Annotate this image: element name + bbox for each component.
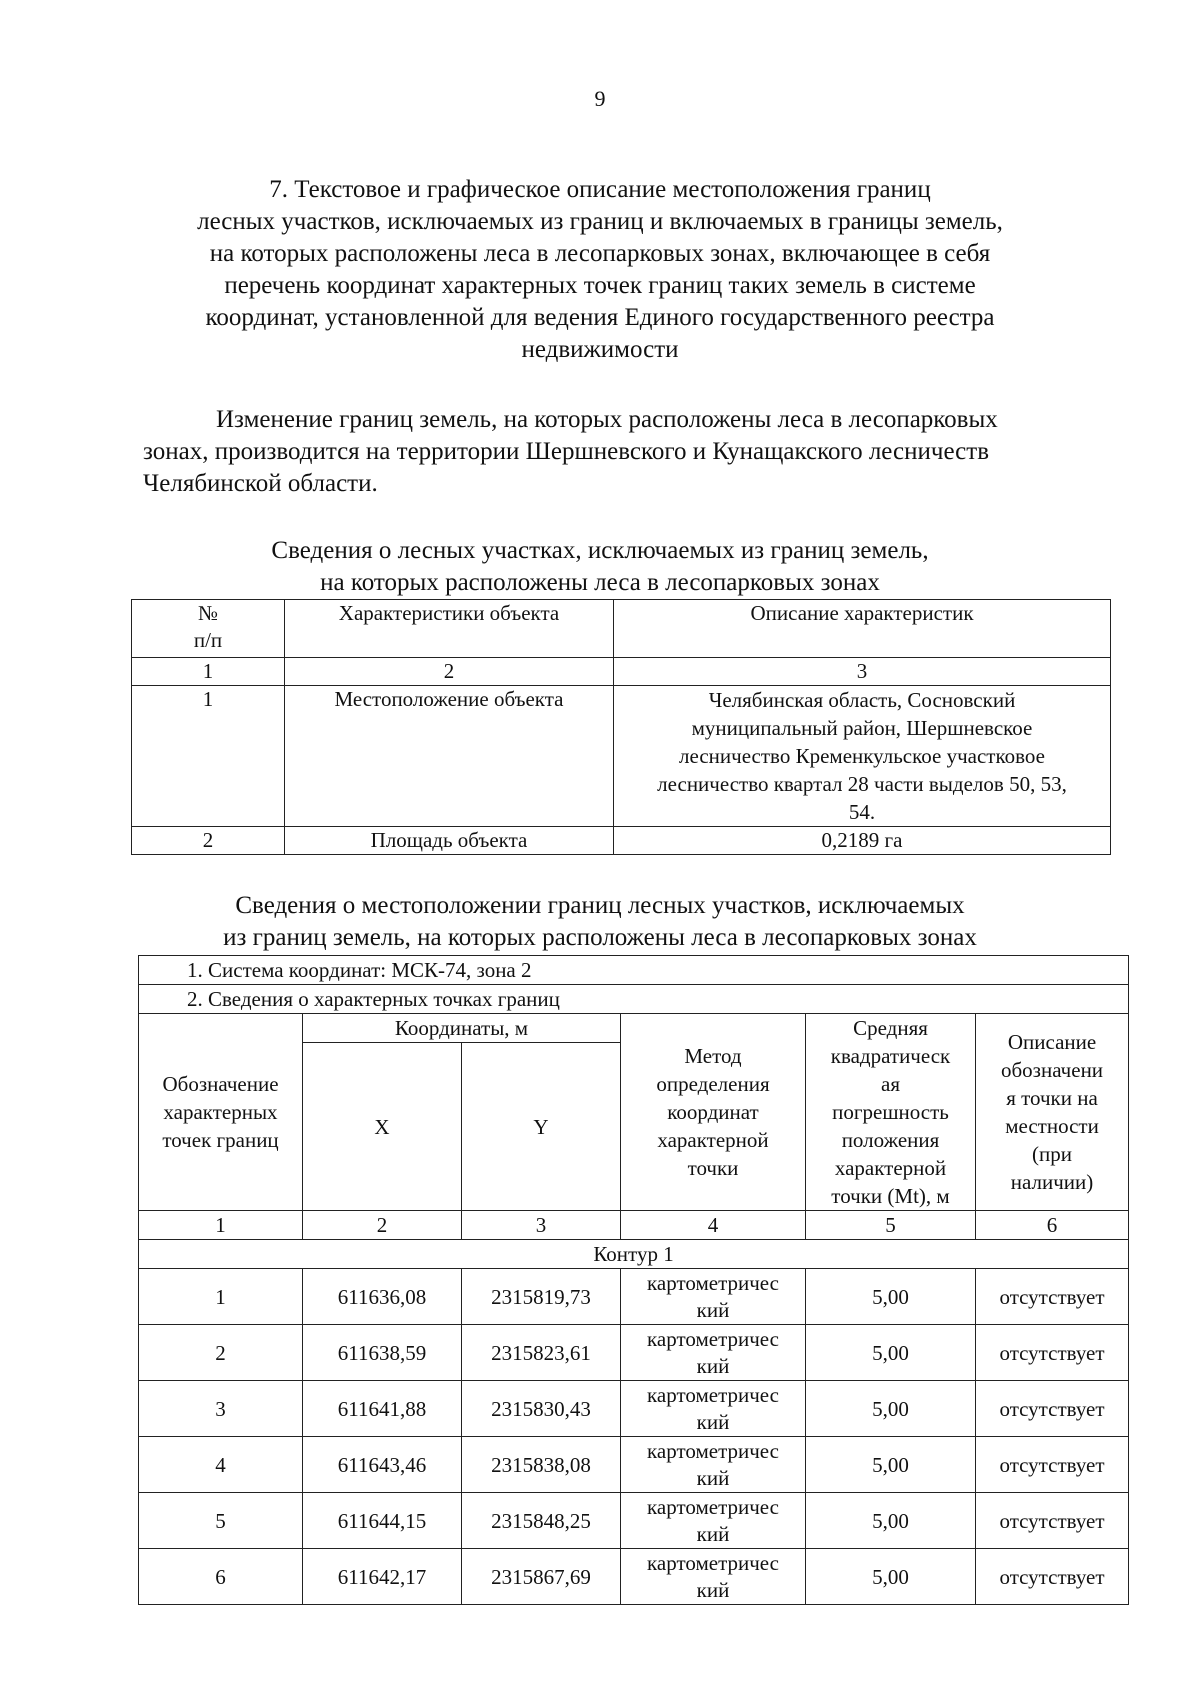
value-line: лесничество Кременкульское участковое: [679, 744, 1045, 768]
header-line: точек границ: [162, 1128, 279, 1152]
description-value: отсутствует: [976, 1381, 1129, 1437]
y-value: 2315819,73: [462, 1269, 621, 1325]
row-number: 1: [132, 686, 285, 827]
description-value: отсутствует: [976, 1549, 1129, 1605]
table-row: [139, 1437, 1129, 1493]
column-number: 1: [139, 1211, 303, 1240]
intro-line: Челябинской области.: [143, 470, 378, 497]
heading-line: координат, установленной для ведения Единого государственного реестра: [205, 304, 995, 331]
characteristic-value: [614, 686, 1111, 827]
error-value: 5,00: [806, 1549, 976, 1605]
header-line: положения: [841, 1128, 940, 1152]
error-value: 5,00: [806, 1325, 976, 1381]
page-number: 9: [594, 86, 606, 111]
header-line: координат: [667, 1100, 759, 1124]
header-line: Метод: [684, 1044, 742, 1068]
value-line: 54.: [848, 800, 876, 824]
method-line: картометричес: [647, 1494, 779, 1519]
y-value: 2315823,61: [462, 1325, 621, 1381]
header-line: наличии): [1010, 1170, 1094, 1194]
method-value: [621, 1549, 806, 1605]
method-value: [621, 1381, 806, 1437]
intro-paragraph: [143, 404, 1125, 500]
heading-line: на которых расположены леса в лесопарковых зонах, включающее в себя: [209, 240, 991, 267]
caption-line: Сведения о местоположении границ лесных участков, исключаемых: [235, 892, 965, 919]
description-value: отсутствует: [976, 1269, 1129, 1325]
method-line: кий: [696, 1577, 730, 1602]
method-line: кий: [696, 1297, 730, 1322]
points-title: 2. Сведения о характерных точках границ: [139, 985, 1129, 1014]
table-row: [132, 827, 1111, 855]
header-line: точки (Mt), м: [831, 1184, 950, 1208]
table-row: [139, 1493, 1129, 1549]
characteristic-name: Площадь объекта: [285, 827, 614, 855]
description-value: отсутствует: [976, 1437, 1129, 1493]
y-header: Y: [462, 1043, 621, 1211]
plot-info-table: [131, 599, 1111, 855]
header-cell: № п/п: [132, 600, 285, 658]
characteristic-value: 0,2189 га: [614, 827, 1111, 855]
x-value: 611641,88: [303, 1381, 462, 1437]
caption-line: на которых расположены леса в лесопарковых зонах: [320, 569, 880, 596]
column-number: 3: [614, 658, 1111, 686]
method-line: кий: [696, 1353, 730, 1378]
y-value: 2315838,08: [462, 1437, 621, 1493]
point-number: 6: [139, 1549, 303, 1605]
header-line: (при: [1032, 1142, 1073, 1166]
x-value: 611636,08: [303, 1269, 462, 1325]
header-line: характерной: [657, 1128, 769, 1152]
method-line: кий: [696, 1521, 730, 1546]
header-line: точки: [687, 1156, 739, 1180]
description-header: [976, 1014, 1129, 1211]
x-value: 611644,15: [303, 1493, 462, 1549]
column-number: 3: [462, 1211, 621, 1240]
row-number: 2: [132, 827, 285, 855]
y-value: 2315848,25: [462, 1493, 621, 1549]
header-line: погрешность: [832, 1100, 949, 1124]
table-row: [139, 1381, 1129, 1437]
column-number: 2: [303, 1211, 462, 1240]
column-number: 5: [806, 1211, 976, 1240]
method-value: [621, 1269, 806, 1325]
table2-caption: [150, 890, 1050, 954]
boundary-points-table: [138, 955, 1129, 1605]
column-number: 6: [976, 1211, 1129, 1240]
header-line: обозначени: [1000, 1058, 1104, 1082]
coordinate-system: 1. Система координат: МСК-74, зона 2: [139, 956, 1129, 985]
error-value: 5,00: [806, 1269, 976, 1325]
intro-line: Изменение границ земель, на которых расположены леса в лесопарковых: [216, 406, 998, 433]
designation-header: [139, 1014, 303, 1211]
table-row: [139, 1549, 1129, 1605]
error-value: 5,00: [806, 1437, 976, 1493]
error-header: [806, 1014, 976, 1211]
header-line: характерной: [834, 1156, 947, 1180]
header-cell: Характеристики объекта: [285, 600, 614, 658]
header-line: определения: [656, 1072, 770, 1096]
table1-caption: [150, 535, 1050, 599]
method-line: картометричес: [647, 1270, 779, 1295]
point-number: 4: [139, 1437, 303, 1493]
description-value: отсутствует: [976, 1325, 1129, 1381]
y-value: 2315830,43: [462, 1381, 621, 1437]
heading-line: перечень координат характерных точек границ таких земель в системе: [224, 272, 976, 299]
point-number: 1: [139, 1269, 303, 1325]
header-line: местности: [1005, 1114, 1099, 1138]
value-line: Челябинская область, Сосновский: [708, 688, 1016, 712]
point-number: 2: [139, 1325, 303, 1381]
intro-line: зонах, производится на территории Шершневского и Кунащакского лесничеств: [143, 438, 989, 465]
heading-line: недвижимости: [521, 336, 679, 363]
method-line: картометричес: [647, 1382, 779, 1407]
heading-line: 7. Текстовое и графическое описание местоположения границ: [269, 176, 931, 203]
method-line: кий: [696, 1409, 730, 1434]
x-value: 611638,59: [303, 1325, 462, 1381]
point-number: 3: [139, 1381, 303, 1437]
method-value: [621, 1437, 806, 1493]
point-number: 5: [139, 1493, 303, 1549]
method-value: [621, 1493, 806, 1549]
header-line: ая: [881, 1072, 900, 1096]
coordinates-header: Координаты, м: [303, 1014, 621, 1043]
x-value: 611643,46: [303, 1437, 462, 1493]
column-number: 1: [132, 658, 285, 686]
header-line: квадратическ: [830, 1044, 951, 1068]
table-row: [139, 1325, 1129, 1381]
table-row: [132, 686, 1111, 827]
caption-line: из границ земель, на которых расположены леса в лесопарковых зонах: [223, 924, 977, 951]
error-value: 5,00: [806, 1381, 976, 1437]
method-line: кий: [696, 1465, 730, 1490]
x-header: X: [303, 1043, 462, 1211]
method-header: [621, 1014, 806, 1211]
caption-line: Сведения о лесных участках, исключаемых из границ земель,: [271, 537, 929, 564]
value-line: лесничество квартал 28 части выделов 50, 53,: [657, 772, 1067, 796]
column-number: 2: [285, 658, 614, 686]
header-line: я точки на: [1006, 1086, 1098, 1110]
header-line: Описание: [1007, 1030, 1097, 1054]
x-value: 611642,17: [303, 1549, 462, 1605]
characteristic-name: Местоположение объекта: [285, 686, 614, 827]
section-heading: [130, 174, 1070, 366]
column-number: 4: [621, 1211, 806, 1240]
header-line: Обозначение: [162, 1072, 279, 1096]
description-value: отсутствует: [976, 1493, 1129, 1549]
method-line: картометричес: [647, 1438, 779, 1463]
heading-line: лесных участков, исключаемых из границ и включаемых в границы земель,: [197, 208, 1003, 235]
method-line: картометричес: [647, 1326, 779, 1351]
table-row: [139, 1269, 1129, 1325]
value-line: муниципальный район, Шершневское: [691, 716, 1033, 740]
header-line: характерных: [163, 1100, 278, 1124]
y-value: 2315867,69: [462, 1549, 621, 1605]
error-value: 5,00: [806, 1493, 976, 1549]
contour-label: Контур 1: [139, 1240, 1129, 1269]
header-cell: Описание характеристик: [614, 600, 1111, 658]
method-value: [621, 1325, 806, 1381]
method-line: картометричес: [647, 1550, 779, 1575]
header-line: Средняя: [853, 1016, 928, 1040]
